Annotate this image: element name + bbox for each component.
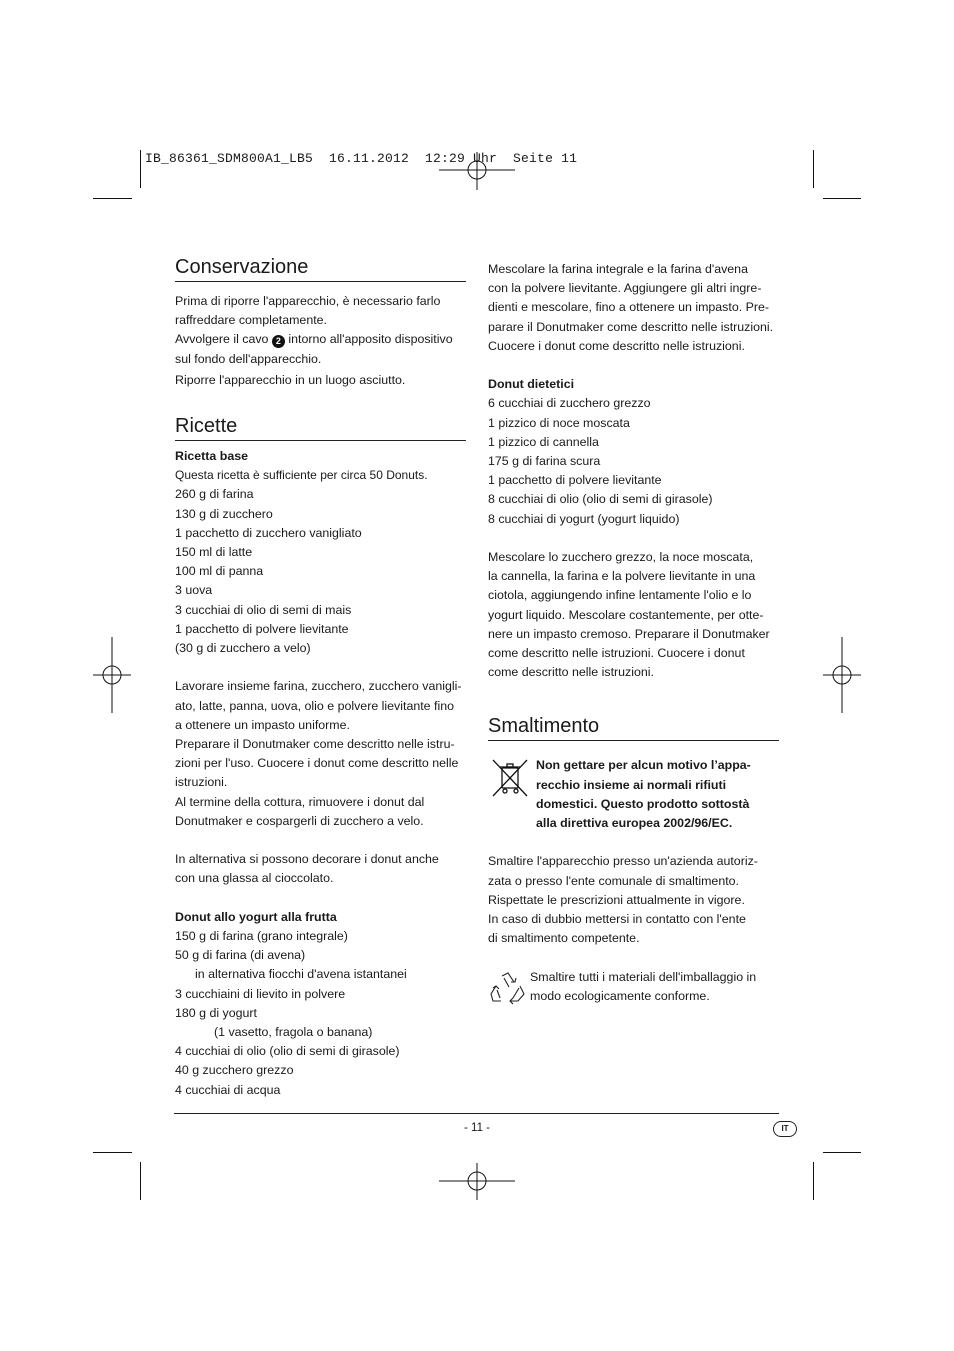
method-line: zioni per l'uso. Cuocere i donut come descritto nelle	[175, 756, 459, 771]
ingredient-line: 3 cucchiaini di lievito in polvere	[175, 986, 346, 1001]
warning-line: domestici. Questo prodotto sottostà	[536, 796, 750, 811]
method-line: dienti e mescolare, fino a ottenere un impasto. Pre-	[488, 300, 770, 315]
ingredient-line: 4 cucchiai di acqua	[175, 1082, 281, 1097]
print-slug: IB_86361_SDM800A1_LB5 16.11.2012 12:29 Uhr Seite 11	[145, 151, 578, 166]
recipe-heading-yogurt: Donut allo yogurt alla frutta	[175, 909, 337, 924]
text-line	[175, 330, 466, 349]
page-number: - 11 -	[464, 1122, 490, 1134]
language-badge: IT	[773, 1121, 797, 1137]
text-line: sul fondo dell'apparecchio.	[175, 351, 322, 366]
ingredient-line: in alternativa fiocchi d'avena istantanei	[195, 967, 407, 982]
method-line: nere un impasto cremoso. Preparare il Donutmaker	[488, 626, 770, 641]
method-line: istruzioni.	[175, 775, 228, 790]
method-line: con la polvere lievitante. Aggiungere gli altri ingre-	[488, 281, 762, 296]
packaging-line: Smaltire tutti i materiali dell'imballaggio in	[530, 969, 757, 984]
method-line: ciotola, aggiungendo infine lentamente l'olio e lo	[488, 588, 752, 603]
disposal-line: Rispettate le prescrizioni attualmente in vigore.	[488, 892, 745, 907]
ingredient-line: 8 cucchiai di yogurt (yogurt liquido)	[488, 511, 680, 526]
recycle-icon	[489, 970, 527, 1006]
ingredient-line: 260 g di farina	[175, 487, 254, 502]
ingredient-line: 1 pizzico di cannella	[488, 434, 599, 449]
method-line: come descritto nelle istruzioni. Cuocere i donut	[488, 646, 745, 661]
text-line: Riporre l'apparecchio in un luogo asciutto.	[175, 372, 406, 387]
ingredient-line: 1 pacchetto di zucchero vanigliato	[175, 525, 362, 540]
ingredient-line: Questa ricetta è sufficiente per circa 50 Donuts.	[175, 468, 428, 483]
method-line: Mescolare la farina integrale e la farina d'avena	[488, 262, 748, 276]
text-fragment: intorno all'apposito dispositivo	[288, 332, 453, 347]
recipe-heading-base: Ricetta base	[175, 449, 249, 464]
disposal-line: In caso di dubbio mettersi in contatto con l'ente	[488, 912, 746, 927]
ingredient-line: 130 g di zucchero	[175, 506, 273, 521]
ingredient-line: 1 pacchetto di polvere lievitante	[488, 473, 662, 488]
method-line: la cannella, la farina e la polvere lievitante in una	[488, 569, 756, 584]
ingredient-line: 6 cucchiai di zucchero grezzo	[488, 396, 651, 411]
right-column	[488, 260, 779, 1006]
packaging-line: modo ecologicamente conforme.	[530, 988, 710, 1003]
ingredient-line: 3 uova	[175, 583, 213, 598]
disposal-line: di smaltimento competente.	[488, 931, 640, 946]
text-fragment: Avvolgere il cavo	[175, 332, 269, 347]
ingredient-line: 150 g di farina (grano integrale)	[175, 929, 348, 944]
ingredient-line: (1 vasetto, fragola o banana)	[214, 1025, 373, 1040]
warning-line: alla direttiva europea 2002/96/EC.	[536, 816, 733, 831]
text-line: Prima di riporre l'apparecchio, è necessario farlo	[175, 294, 441, 308]
method-line: Mescolare lo zucchero grezzo, la noce moscata,	[488, 550, 754, 565]
warning-line: recchio insieme ai normali rifiuti	[536, 777, 727, 792]
method-line: parare il Donutmaker come descritto nelle istruzioni.	[488, 319, 774, 334]
footer-rule	[174, 1113, 779, 1114]
method-line: Al termine della cottura, rimuovere i donut dal	[175, 794, 425, 809]
ingredient-line: 4 cucchiai di olio (olio di semi di girasole)	[175, 1044, 400, 1059]
text-line: raffreddare completamente.	[175, 313, 327, 328]
ingredient-line: 1 pizzico di noce moscata	[488, 415, 630, 430]
ingredient-line: 3 cucchiai di olio di semi di mais	[175, 602, 352, 617]
ingredient-line: (30 g di zucchero a velo)	[175, 641, 311, 656]
cable-reference-badge: 2	[272, 335, 285, 348]
method-line: In alternativa si possono decorare i donut anche	[175, 852, 439, 867]
method-line: Donutmaker e cospargerli di zucchero a velo.	[175, 813, 424, 828]
method-line: Cuocere i donut come descritto nelle istruzioni.	[488, 338, 745, 353]
ingredient-line: 1 pacchetto di polvere lievitante	[175, 621, 349, 636]
method-line: ato, latte, panna, uova, olio e polvere lievitante fino	[175, 698, 454, 713]
crossed-out-bin-icon	[491, 758, 529, 798]
section-title-conservazione: Conservazione	[175, 255, 466, 282]
recipe-heading-dietetici: Donut dietetici	[488, 377, 575, 392]
ingredient-line: 100 ml di panna	[175, 564, 264, 579]
ingredient-line: 40 g zucchero grezzo	[175, 1063, 294, 1078]
ingredient-line: 180 g di yogurt	[175, 1005, 257, 1020]
section-title-ricette: Ricette	[175, 414, 466, 441]
method-line: con una glassa al cioccolato.	[175, 871, 334, 886]
section-title-smaltimento: Smaltimento	[488, 714, 779, 741]
disposal-line: Smaltire l'apparecchio presso un'azienda autoriz-	[488, 854, 758, 869]
method-line: Lavorare insieme farina, zucchero, zucchero vanigli-	[175, 679, 462, 694]
ingredient-line: 150 ml di latte	[175, 545, 253, 560]
method-line: yogurt liquido. Mescolare costantemente, per otte-	[488, 607, 764, 622]
ingredient-line: 175 g di farina scura	[488, 454, 601, 469]
packaging-note	[488, 968, 779, 1006]
disposal-line: zata o presso l'ente comunale di smaltimento.	[488, 873, 739, 888]
weee-warning	[488, 756, 779, 833]
warning-line: Non gettare per alcun motivo l’appa-	[536, 758, 751, 773]
method-line: come descritto nelle istruzioni.	[488, 665, 654, 680]
ingredient-line: 50 g di farina (di avena)	[175, 948, 306, 963]
ingredient-line: 8 cucchiai di olio (olio di semi di girasole)	[488, 492, 713, 507]
left-column	[175, 255, 466, 1100]
method-line: Preparare il Donutmaker come descritto nelle istru-	[175, 737, 455, 752]
method-line: a ottenere un impasto uniforme.	[175, 717, 350, 732]
